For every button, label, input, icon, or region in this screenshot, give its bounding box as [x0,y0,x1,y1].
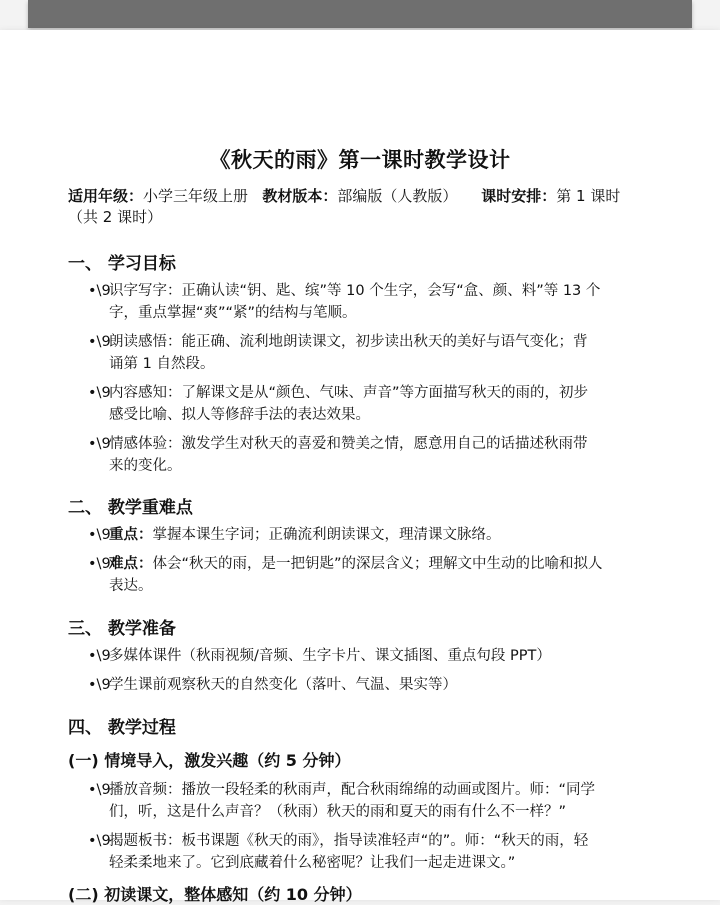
list-item [88,382,663,426]
bullet-marker: •\9 [88,556,111,572]
bullet-marker: •\9 [88,385,111,401]
subsection-heading-reading: (二) 初读课文，整体感知（约 10 分钟） [68,885,362,904]
list-item-line: 内容感知：了解课文是从“颜色、气味、声音”等方面描写秋天的雨的，初步 [109,385,589,401]
list-item-line: 来的变化。 [109,458,182,474]
edition-value: 部编版（人教版） [337,187,458,205]
list-item-line: 播放音频：播放一段轻柔的秋雨声，配合秋雨绵绵的动画或图片。师：“同学 [109,782,596,798]
key-text: 掌握本课生字词；正确流利朗读课文，理清课文脉络。 [152,527,501,543]
list-item-line: 情感体验：激发学生对秋天的喜爱和赞美之情，愿意用自己的话描述秋雨带 [109,436,588,452]
list-item-line: 朗读感悟：能正确、流利地朗读课文，初步读出秋天的美好与语气变化；背 [109,334,588,350]
list-item-line: 轻柔柔地来了。它到底藏着什么秘密呢？让我们一起走进课文。” [109,855,516,871]
bullet-marker: •\9 [88,283,111,299]
bullet-marker: •\9 [88,677,111,693]
list-item [88,674,663,696]
list-item-line: 字，重点掌握“爽”“紧”的结构与笔顺。 [109,305,357,321]
list-item-line: 们，听，这是什么声音？（秋雨）秋天的雨和夏天的雨有什么不一样？” [109,804,567,820]
edition-label: 教材版本： [262,187,338,205]
list-item [88,524,663,546]
window-top-bar [28,0,692,28]
key-label: 重点： [109,527,153,543]
list-item-line: 识字写字：正确认读“钥、匙、缤”等 10 个生字，会写“盒、颜、料”等 13 个 [109,283,601,299]
list-item [88,280,663,324]
list-item-line: 感受比喻、拟人等修辞手法的表达效果。 [109,407,370,423]
list-item-line: 学生课前观察秋天的自然变化（落叶、气温、果实等） [109,677,457,693]
document-meta [68,186,668,228]
bullet-marker: •\9 [88,833,111,849]
bullet-marker: •\9 [88,527,111,543]
page-title: 《秋天的雨》第一课时教学设计 [209,148,511,172]
schedule-note: （共 2 课时） [68,208,163,226]
list-item [88,830,663,874]
subsection-heading-intro: (一) 情境导入，激发兴趣（约 5 分钟） [68,751,351,770]
list-item [88,645,663,667]
section-heading-key-points: 二、 教学重难点 [68,498,193,518]
list-item-line: 揭题板书：板书课题《秋天的雨》，指导读准轻声“的”。师：“秋天的雨，轻 [109,833,589,849]
bullet-marker: •\9 [88,436,111,452]
bullet-marker: •\9 [88,648,111,664]
difficulty-label: 难点： [109,556,153,572]
list-item [88,779,663,823]
grade-value: 小学三年级上册 [143,187,249,205]
bullet-marker: •\9 [88,782,111,798]
list-item-line [88,553,663,575]
schedule-value: 第 1 课时 [556,187,621,205]
difficulty-text: 体会“秋天的雨，是一把钥匙”的深层含义；理解文中生动的比喻和拟人 [152,556,603,572]
list-item-line [88,524,663,546]
list-item-line: 表达。 [109,578,153,594]
section-heading-goals: 一、 学习目标 [68,254,176,274]
list-item [88,553,663,597]
list-item-line: 多媒体课件（秋雨视频/音频、生字卡片、课文插图、重点句段 PPT） [109,648,551,664]
bullet-marker: •\9 [88,334,111,350]
grade-label: 适用年级： [68,187,144,205]
list-item [88,331,663,375]
section-heading-process: 四、 教学过程 [68,718,176,738]
schedule-label: 课时安排： [481,187,557,205]
list-item [88,433,663,477]
list-item-line: 诵第 1 自然段。 [109,356,215,372]
section-heading-preparation: 三、 教学准备 [68,619,176,639]
